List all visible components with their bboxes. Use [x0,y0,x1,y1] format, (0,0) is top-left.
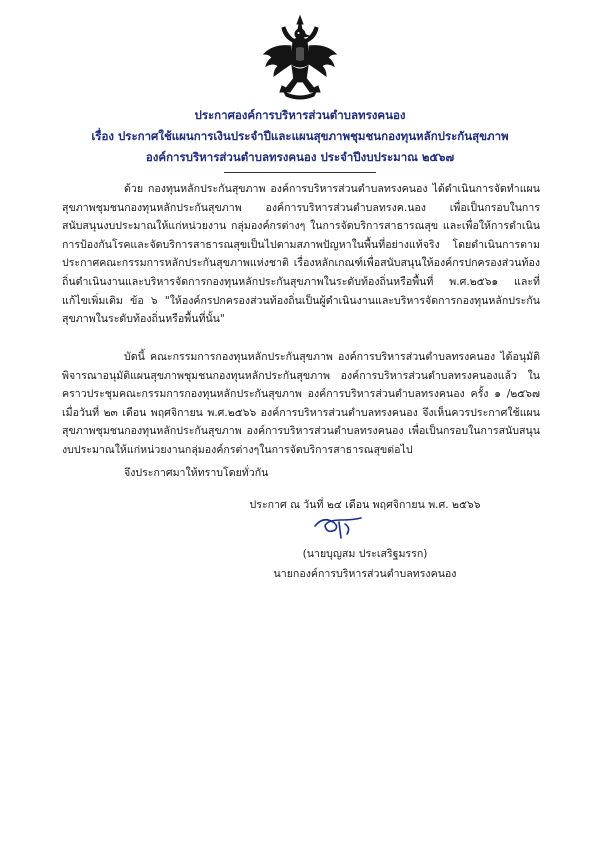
announcement-subject: เรื่อง ประกาศใช้แผนการเงินประจำปีและแผนสุขภาพชุมชนกองทุนหลักประกันสุขภาพ [91,129,509,143]
announcement-date: ประกาศ ณ วันที่ ๒๔ เดือน พฤศจิกายน พ.ศ. ๒๕๖๖ [249,499,481,511]
signer-name: (นายบุญสม ประเสริฐมรรก) [302,548,428,560]
handwritten-signature [305,512,375,542]
garuda-emblem-icon [260,14,340,100]
body-paragraph-3: จึงประกาศมาให้ทราบโดยทั่วกัน [124,467,269,479]
signer-position: นายกองค์การบริหารส่วนตำบลทรงคนอง [273,568,457,580]
body-paragraph-1: ด้วย กองทุนหลักประกันสุขภาพ องค์การบริหารส่วนตำบลทรงคนอง ได้ดำเนินการจัดทำแผนสุขภาพชุมชนกองทุนหลักประกันสุขภาพ องค์การบริหารส่วนตำบลทรงค.นอง เพื่อเป็นกรอบในการสนับสนุนงบประมาณให้แก่หน่วยงาน กลุ่มองค์กรต่างๆ ในการจัดบริการสาธารณสุข และเพื่อให้การดำเนินการป้องกันโรคและจัดบริการสาธารณสุขเป็นไปตามสภาพปัญหาในพื้นที่อย่างแท้จริง โดยดำเนินการตามประกาศคณะกรรมการหลักประกันสุขภาพแห่งชาติ เรื่องหลักเกณฑ์เพื่อสนับสนุนให้องค์กรปกครองส่วนท้องถิ่นดำเนินงานและบริหารจัดการกองทุนหลักประกันสุขภาพในระดับท้องถิ่นหรือพื้นที่ พ.ศ.๒๕๖๑ และที่แก้ไขเพิ่มเติม ข้อ ๖ "ให้องค์กรปกครองส่วนท้องถิ่นเป็นผู้ดำเนินงานและบริหารจัดการกองทุนหลักประกันสุขภาพในระดับท้องถิ่นหรือพื้นที่นั้น" [62,183,540,326]
title-divider [224,172,376,173]
announcement-title: ประกาศองค์การบริหารส่วนตำบลทรงคนอง [194,108,406,122]
announcement-organization-year: องค์การบริหารส่วนตำบลทรงคนอง ประจำปีงบประมาณ ๒๕๖๗ [145,150,455,164]
body-paragraph-2: บัดนี้ คณะกรรมการกองทุนหลักประกันสุขภาพ องค์การบริหารส่วนตำบลทรงคนอง ได้อนุมัติพิจารณาอนุมัติแผนสุขภาพชุมชนกองทุนหลักประกันสุขภาพ องค์การบริหารส่วนตำบลทรงคนองแล้ว ในคราวประชุมคณะกรรมการกองทุนหลักประกันสุขภาพ องค์การบริหารส่วนตำบลทรงคนอง ครั้ง ๑ /๒๕๖๗ เมื่อวันที่ ๒๓ เดือน พฤศจิกายน พ.ศ.๒๕๖๖ องค์การบริหารส่วนตำบลทรงคนอง จึงเห็นควรประกาศใช้แผนสุขภาพชุมชนกองทุนหลักประกันสุขภาพ องค์การบริหารส่วนตำบลทรงคนอง เพื่อเป็นกรอบในการสนับสนุนงบประมาณให้แก่หน่วยงานกลุ่มองค์กรต่างๆในการจัดบริการสาธารณสุขต่อไป [62,351,540,456]
